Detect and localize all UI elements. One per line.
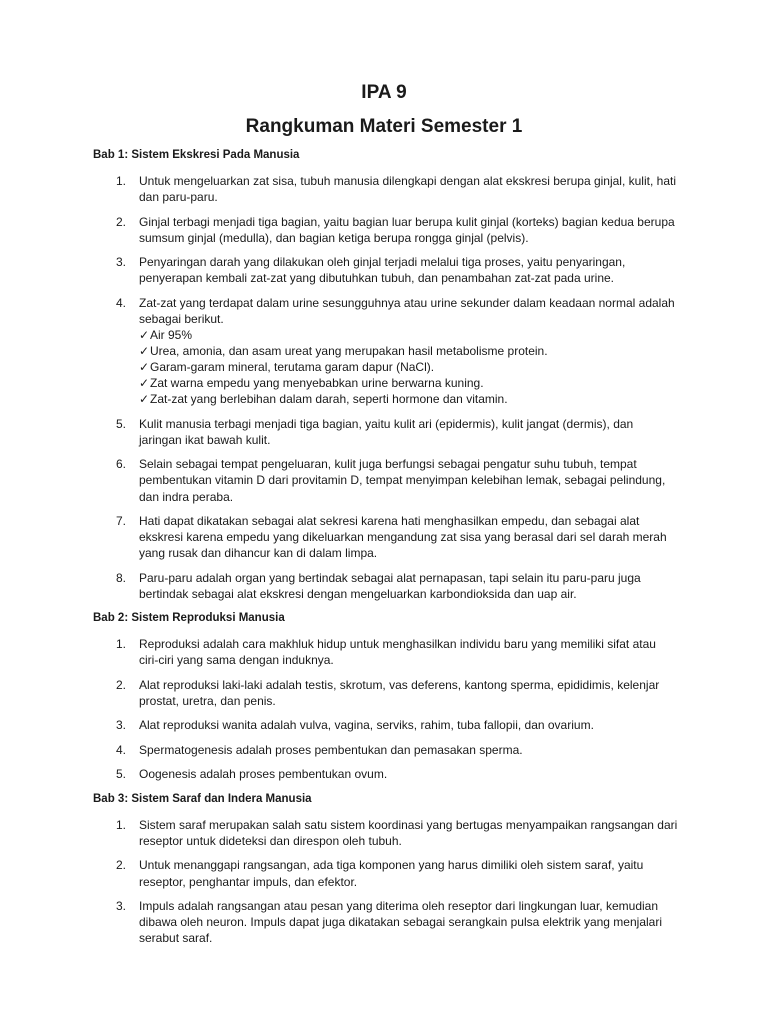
checkmark-icon: ✓ (139, 344, 150, 359)
list-item-text: Reproduksi adalah cara makhluk hidup untuk menghasilkan individu baru yang memiliki sifat atau ciri-ciri yang sama dengan induknya. (139, 637, 656, 668)
list-item-text: Oogenesis adalah proses pembentukan ovum. (139, 767, 388, 782)
list-item-number: 1. (116, 174, 127, 188)
checklist-item-text: Zat warna empedu yang menyebabkan urine berwarna kuning. (150, 376, 484, 391)
document-body (93, 147, 678, 955)
checkmark-icon: ✓ (139, 392, 150, 407)
list-item-number: 6. (116, 457, 127, 472)
list-item-text: Untuk menanggapi rangsangan, ada tiga komponen yang harus dimiliki oleh sistem saraf, yaitu reseptor, penghantar impuls, dan efektor. (139, 858, 644, 889)
list-item (93, 717, 678, 733)
list-item (93, 416, 678, 448)
list-item (93, 636, 678, 668)
checklist (139, 327, 678, 407)
list-item (93, 857, 678, 889)
list-item (93, 254, 678, 286)
list-item-number: 4. (116, 742, 127, 757)
checkmark-icon: ✓ (139, 360, 150, 375)
list-item (93, 513, 678, 561)
list-item-number: 8. (116, 570, 127, 585)
list-item-text: Alat reproduksi laki-laki adalah testis, skrotum, vas deferens, kantong sperma, epididimis, kelenjar prostat, uretra, dan penis. (139, 677, 660, 708)
list-item (93, 214, 678, 246)
list-item-number: 7. (116, 514, 127, 529)
list-item-text: Kulit manusia terbagi menjadi tiga bagian, yaitu kulit ari (epidermis), kulit jangat (dermis), dan jaringan ikat bawah kulit. (139, 416, 634, 447)
list-item-number: 3. (116, 718, 127, 733)
list-item-number: 5. (116, 416, 127, 431)
checklist-item-text: Air 95% (150, 327, 193, 342)
list-item (93, 677, 678, 709)
list-item-number: 4. (116, 295, 127, 310)
checklist-item (139, 391, 678, 407)
list-item (93, 173, 678, 205)
list-item-number: 5. (116, 767, 127, 782)
checklist-item (139, 327, 678, 343)
list-item-number: 2. (116, 677, 127, 692)
list-item-number: 2. (116, 858, 127, 873)
list-item-number: 3. (116, 899, 127, 914)
list-item-text: Ginjal terbagi menjadi tiga bagian, yaitu bagian luar berupa kulit ginjal (korteks) bagian kedua berupa sumsum ginjal (medulla), dan bagian ketiga berupa rongga ginjal (pelvis). (139, 214, 675, 245)
list-item-text: Selain sebagai tempat pengeluaran, kulit juga berfungsi sebagai pengatur suhu tubuh, tempat pembentukan vitamin D dari provitamin D, tempat menyimpan kelebihan lemak, sebagai pelindung, dan indra peraba. (139, 457, 666, 504)
checklist-item (139, 343, 678, 359)
list-item (93, 898, 678, 946)
chapter-heading: Bab 2: Sistem Reproduksi Manusia (93, 612, 285, 625)
checklist-item (139, 375, 678, 391)
chapter-list (93, 636, 678, 782)
list-item-text: Sistem saraf merupakan salah satu sistem koordinasi yang bertugas menyampaikan rangsangan dari reseptor untuk dideteksi dan direspon oleh tubuh. (139, 817, 678, 848)
list-item-text: Hati dapat dikatakan sebagai alat sekresi karena hati menghasilkan empedu, dan sebagai alat ekskresi karena empedu yang dikeluarkan mengandung zat sisa yang berasal dari sel darah merah yang rusak dan dihancur kan di dalam limpa. (139, 514, 667, 561)
list-item-text: Alat reproduksi wanita adalah vulva, vagina, serviks, rahim, tuba fallopii, dan ovarium. (139, 718, 594, 733)
checkmark-icon: ✓ (139, 376, 150, 391)
chapter-heading: Bab 3: Sistem Saraf dan Indera Manusia (93, 792, 312, 805)
checklist-item (139, 359, 678, 375)
list-item-number: 1. (116, 817, 127, 832)
list-item (93, 295, 678, 408)
list-item-number: 3. (116, 255, 127, 270)
document-subtitle: Rangkuman Materi Semester 1 (245, 116, 523, 137)
checklist-item-text: Urea, amonia, dan asam ureat yang merupakan hasil metabolisme protein. (150, 344, 548, 359)
list-item-text: Untuk mengeluarkan zat sisa, tubuh manusia dilengkapi dengan alat ekskresi berupa ginjal, kulit, hati dan paru-paru. (139, 174, 676, 205)
list-item-text: Penyaringan darah yang dilakukan oleh ginjal terjadi melalui tiga proses, yaitu penyaringan, penyerapan kembali zat-zat yang dibutuhkan tubuh, dan penambahan zat-zat pada urine. (139, 255, 626, 286)
list-item-text: Spermatogenesis adalah proses pembentukan dan pemasakan sperma. (139, 742, 523, 757)
chapter-list (93, 817, 678, 946)
list-item (93, 456, 678, 504)
list-item-text: Zat-zat yang terdapat dalam urine sesungguhnya atau urine sekunder dalam keadaan normal adalah sebagai berikut. (139, 295, 675, 326)
list-item (93, 742, 678, 758)
checkmark-icon: ✓ (139, 327, 150, 342)
list-item (93, 817, 678, 849)
list-item-text: Impuls adalah rangsangan atau pesan yang diterima oleh reseptor dari lingkungan luar, kemudian dibawa oleh neuron. Impuls dapat juga dikatakan sebagai serangkain pulsa elektrik yang menjalari serabut saraf. (139, 899, 662, 946)
list-item-number: 2. (116, 214, 127, 229)
checklist-item-text: Garam-garam mineral, terutama garam dapur (NaCl). (150, 360, 435, 375)
list-item (93, 766, 678, 782)
chapter-heading: Bab 1: Sistem Ekskresi Pada Manusia (93, 149, 300, 161)
checklist-item-text: Zat-zat yang berlebihan dalam darah, seperti hormone dan vitamin. (150, 392, 508, 407)
document-title: IPA 9 (361, 82, 407, 103)
chapter-list (93, 173, 678, 602)
list-item (93, 570, 678, 602)
list-item-number: 1. (116, 637, 127, 652)
list-item-text: Paru-paru adalah organ yang bertindak sebagai alat pernapasan, tapi selain itu paru-paru juga bertindak sebagai alat ekskresi dengan mengeluarkan karbondioksida dan uap air. (139, 570, 641, 601)
